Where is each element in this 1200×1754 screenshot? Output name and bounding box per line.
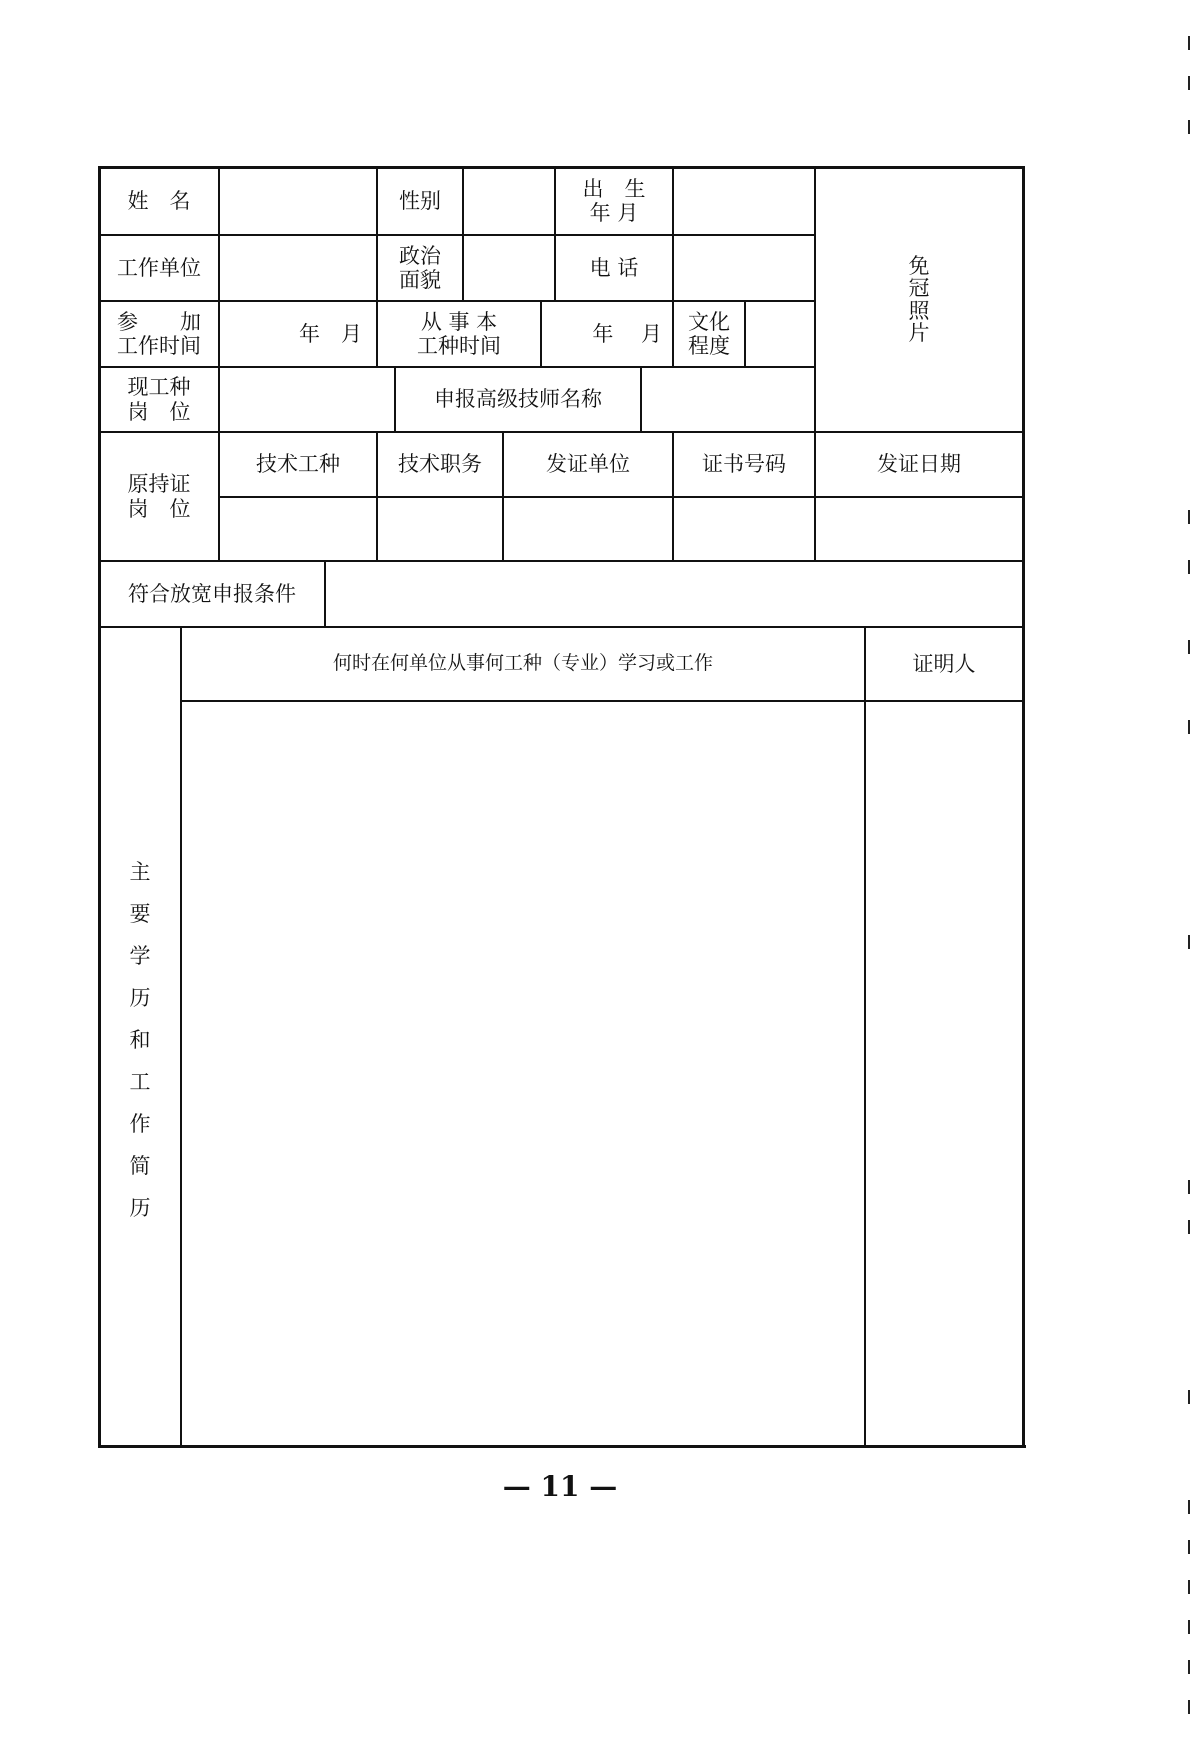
current-post-label: 现工种 岗 位 — [127, 375, 191, 424]
cert-date-field[interactable] — [816, 498, 1022, 560]
birth-label: 出 生 年 月 — [582, 176, 646, 225]
cert-title-field[interactable] — [378, 498, 502, 560]
apply-title-label: 申报高级技师名称 — [434, 387, 602, 412]
gender-field[interactable] — [464, 168, 554, 234]
resume-content-field[interactable] — [182, 702, 864, 1445]
orig-cert-label: 原持证 岗 位 — [127, 472, 191, 521]
current-post-field[interactable] — [220, 368, 394, 431]
cert-trade-field[interactable] — [220, 498, 376, 560]
political-status-label: 政治 面貌 — [399, 243, 441, 292]
cert-issuer-field[interactable] — [504, 498, 672, 560]
witness-field[interactable] — [866, 702, 1022, 1445]
resume-label — [100, 856, 180, 1234]
witness-header: 证明人 — [912, 651, 976, 676]
education-label: 文化 程度 — [688, 309, 730, 358]
name-label: 姓 名 — [127, 188, 191, 213]
cert-header-issuer: 发证单位 — [546, 452, 630, 477]
trade-time-label: 从 事 本 工种时间 — [417, 309, 501, 358]
relaxed-conditions-field[interactable] — [326, 562, 1022, 626]
gender-label: 性别 — [399, 188, 441, 213]
cert-header-trade: 技术工种 — [256, 452, 340, 477]
political-status-field[interactable] — [464, 236, 554, 300]
resume-label-char: 简 — [129, 1154, 151, 1178]
resume-label-char: 作 — [129, 1112, 151, 1136]
photo-placeholder: 免 冠 照 片 — [908, 254, 930, 345]
table-border-right — [1022, 166, 1025, 1448]
phone-field[interactable] — [674, 236, 814, 300]
work-unit-label: 工作单位 — [117, 255, 201, 280]
trade-time-field[interactable]: 年 月 — [592, 321, 662, 346]
resume-label-char: 学 — [129, 944, 151, 968]
relaxed-conditions-label: 符合放宽申报条件 — [128, 581, 296, 606]
resume-label-char: 工 — [129, 1070, 151, 1094]
resume-label-char: 历 — [129, 1196, 151, 1220]
phone-label: 电 话 — [589, 255, 639, 280]
page-number: — 11 — — [502, 1470, 618, 1503]
cert-number-field[interactable] — [674, 498, 814, 560]
cert-header-number: 证书号码 — [702, 452, 786, 477]
resume-label-char: 和 — [129, 1028, 151, 1052]
cert-header-date: 发证日期 — [877, 452, 961, 477]
work-unit-field[interactable] — [220, 236, 376, 300]
table-border-bottom — [98, 1445, 1026, 1448]
resume-label-char: 要 — [129, 902, 151, 926]
resume-column-header: 何时在何单位从事何工种（专业）学习或工作 — [332, 652, 713, 675]
apply-title-field[interactable] — [642, 368, 814, 431]
name-field[interactable] — [220, 168, 376, 234]
join-work-field[interactable]: 年 月 — [299, 321, 362, 346]
birth-field[interactable] — [674, 168, 814, 234]
resume-label-char: 历 — [129, 986, 151, 1010]
education-field[interactable] — [746, 302, 814, 366]
join-work-label: 参 加 工作时间 — [117, 309, 201, 358]
resume-label-char: 主 — [129, 860, 151, 884]
cert-header-title: 技术职务 — [398, 452, 482, 477]
